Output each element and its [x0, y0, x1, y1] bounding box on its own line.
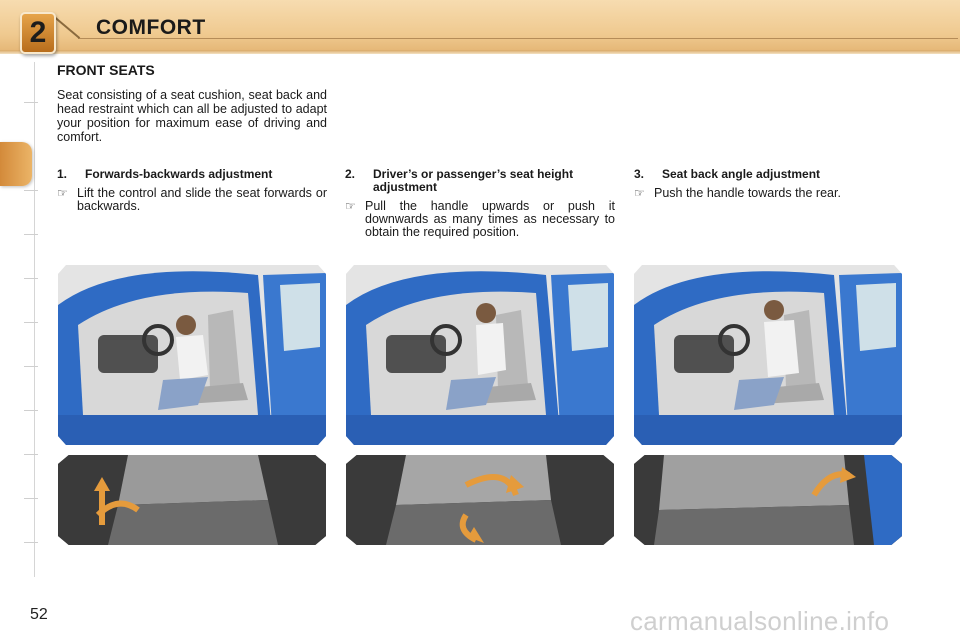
instruction-heading [634, 168, 904, 181]
chapter-tab[interactable] [24, 498, 38, 499]
header-strip [0, 50, 960, 54]
chapter-tab[interactable] [24, 190, 38, 191]
instruction-number: 3. [634, 167, 645, 181]
instruction-step [57, 187, 327, 213]
instruction-step [634, 187, 904, 200]
instruction-number: 2. [345, 167, 356, 181]
instruction-title: Forwards-backwards adjustment [85, 167, 273, 181]
instruction-column-1 [57, 168, 327, 213]
chapter-title: COMFORT [96, 16, 206, 39]
section-title: FRONT SEATS [57, 62, 155, 78]
watermark: carmanualsonline.info [630, 606, 890, 636]
chapter-number-badge: 2 [20, 12, 56, 54]
car-seat-photo-1 [58, 265, 326, 445]
instruction-column-3 [634, 168, 904, 200]
chapter-tab[interactable] [24, 542, 38, 543]
pointing-hand-icon: ☞ [345, 199, 356, 213]
instruction-title: Seat back angle adjustment [662, 167, 821, 181]
instruction-title: Driver’s or passenger’s seat height adjustment [373, 167, 574, 194]
instruction-heading [57, 168, 327, 181]
chapter-tab[interactable] [24, 366, 38, 367]
pointing-hand-icon: ☞ [57, 186, 68, 200]
seat-control-detail-3 [634, 455, 902, 545]
chapter-tab[interactable] [24, 234, 38, 235]
chapter-tab[interactable] [24, 322, 38, 323]
header-divider [78, 38, 958, 39]
instruction-text: Lift the control and slide the seat forwards or backwards. [77, 186, 327, 213]
page-number: 52 [30, 606, 48, 623]
chapter-tab[interactable] [24, 410, 38, 411]
car-seat-photo-3 [634, 265, 902, 445]
section-intro: Seat consisting of a seat cushion, seat back and head restraint which can all be adjusted to adapt your position for maximum ease of driving and comfort. [57, 88, 327, 144]
chapter-tab[interactable] [24, 454, 38, 455]
instruction-text: Push the handle towards the rear. [654, 186, 841, 200]
chapter-tab-active[interactable] [0, 142, 32, 186]
pointing-hand-icon: ☞ [634, 186, 645, 200]
instruction-step [345, 200, 615, 239]
chapter-tab[interactable] [24, 278, 38, 279]
chapter-tab[interactable] [24, 102, 38, 103]
car-seat-photo-2 [346, 265, 614, 445]
seat-control-detail-1 [58, 455, 326, 545]
instruction-number: 1. [57, 167, 68, 181]
instruction-column-2 [345, 168, 615, 239]
seat-control-detail-2 [346, 455, 614, 545]
instruction-heading [345, 168, 615, 194]
instruction-text: Pull the handle upwards or push it downwards as many times as necessary to obtain the required position. [365, 199, 615, 239]
chapter-tabs [8, 62, 35, 577]
